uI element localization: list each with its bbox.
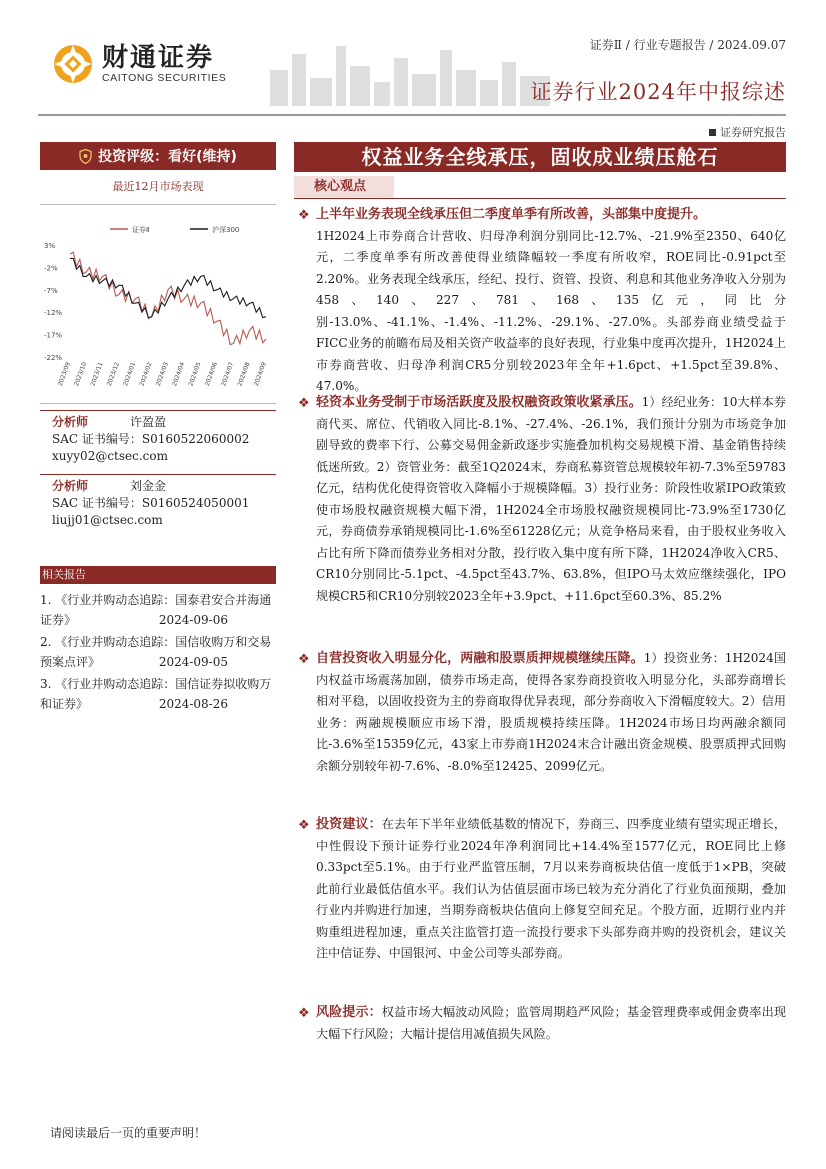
core-view-label: 核心观点 — [294, 176, 394, 198]
analyst-block-1 — [52, 414, 249, 465]
caitong-logo-icon — [52, 43, 94, 85]
y-tick-label: -12% — [44, 309, 63, 318]
key-point-text: 在去年下半年业绩低基数的情况下，券商三、四季度业绩有望实现正增长，中性假设下预计证券行业2024年净利润同比+14.4%至1577亿元，ROE同比上修0.33pct至5.1%。由于行业严监管压制，7月以来券商板块估值一度低于1×PB，突破此前行业最低估值水平。我们认为估值层面市场已较为充分消化了行业负面预期，叠加行业内并购进行加速，当期券商板块估值向上修复空间充足。个股方面，近期行业内并购重组进程加速，重点关注监管打造一流投行要求下头部券商并购的投资机会，建议关注中信证券、中国银河、中金公司等头部券商。 — [316, 817, 786, 960]
x-tick-label: 2023/12 — [105, 361, 121, 388]
analyst-sac: SAC 证书编号：S0160522060002 — [52, 432, 250, 446]
key-point-3 — [294, 648, 786, 777]
y-tick-label: 3% — [44, 242, 56, 250]
investment-rating-badge — [40, 142, 276, 170]
related-report-date: 2024-09-05 — [158, 655, 228, 669]
report-meta: 证券Ⅱ / 行业专题报告 / 2024.09.07 — [589, 38, 786, 52]
x-tick-label: 2023/11 — [89, 361, 105, 388]
key-point-5 — [294, 1002, 786, 1045]
diamond-bullet-icon: ❖ — [298, 1006, 310, 1021]
x-tick-label: 2024/02 — [138, 361, 154, 388]
y-tick-label: -7% — [44, 286, 58, 295]
diamond-bullet-icon: ❖ — [298, 818, 310, 833]
related-report-item[interactable] — [40, 590, 276, 630]
disclaimer-notice: 请阅读最后一页的重要声明！ — [50, 1126, 207, 1140]
square-bullet-icon — [709, 129, 716, 136]
report-type-label — [709, 124, 786, 140]
y-tick-label: -17% — [44, 331, 63, 340]
legend-label: 沪深300 — [212, 226, 240, 234]
market-performance-chart — [40, 204, 276, 404]
related-reports-list — [40, 590, 276, 716]
related-report-date: 2024-09-06 — [158, 613, 228, 627]
shield-icon — [79, 149, 92, 164]
related-report-title[interactable]: 3. 《行业并购动态追踪：国信证券拟收购万和证券》 — [40, 677, 272, 711]
related-report-date: 2024-08-26 — [158, 697, 228, 711]
related-report-title[interactable]: 1. 《行业并购动态追踪：国泰君安合并海通证券》 — [40, 593, 272, 627]
key-point-lead: 投资建议： — [316, 817, 382, 832]
market-performance-caption: 最近12月市场表现 — [112, 180, 204, 193]
key-point-4 — [294, 814, 786, 965]
report-series-title: 证券行业2024年中报综述 — [530, 80, 786, 104]
analyst-divider — [40, 410, 276, 411]
report-headline: 权益业务全线承压，固收成业绩压舱石 — [294, 142, 786, 172]
related-report-item[interactable] — [40, 674, 276, 714]
key-point-lead: 上半年业务表现全线承压但二季度单季有所改善，头部集中度提升。 — [316, 207, 707, 222]
analyst-sac: SAC 证书编号：S0160524050001 — [52, 496, 250, 510]
report-type-text: 证券研究报告 — [720, 126, 786, 139]
diamond-bullet-icon: ❖ — [298, 396, 310, 411]
analyst-email[interactable]: liujj01@ctsec.com — [52, 513, 163, 527]
series-line — [70, 258, 266, 317]
key-point-lead: 自营投资收入明显分化，两融和股票质押规模继续压降。 — [316, 651, 644, 666]
performance-line-chart — [40, 205, 276, 405]
analyst-name: 刘金金 — [130, 479, 167, 493]
company-logo — [52, 40, 242, 88]
key-point-text: 1）投资业务：1H2024国内权益市场震荡加剧，债券市场走高，使得各家券商投资收入明显分化，头部券商增长相对平稳，以固收投资为主的券商取得优异表现，部分券商收入下滑幅度较大。2）信用业务：两融规模顺应市场下滑，股质规模持续压降。1H2024市场日均两融余额同比-3.6%至15359亿元，43家上市券商1H2024末合计融出资金规模、股票质押式回购余额分别较年初-7.6%、-8.0%至12425、2099亿元。 — [316, 651, 786, 773]
analyst-divider — [40, 474, 276, 475]
related-reports-header: 相关报告 — [40, 566, 276, 584]
analyst-role: 分析师 — [52, 479, 89, 493]
key-point-lead: 风险提示： — [316, 1005, 382, 1020]
x-tick-label: 2023/09 — [56, 361, 72, 388]
header-divider — [38, 114, 786, 116]
y-tick-label: -2% — [44, 264, 58, 273]
logo-english-name: CAITONG SECURITIES — [102, 72, 227, 84]
x-tick-label: 2024/05 — [187, 361, 203, 388]
key-point-text: 权益市场大幅波动风险；监管周期趋严风险；基金管理费率或佣金费率出现大幅下行风险；大幅计提信用减值损失风险。 — [316, 1005, 786, 1041]
x-tick-label: 2024/03 — [154, 361, 170, 388]
diamond-bullet-icon: ❖ — [298, 208, 310, 223]
x-tick-label: 2024/08 — [236, 361, 252, 388]
x-tick-label: 2023/10 — [73, 361, 89, 388]
related-report-title[interactable]: 2. 《行业并购动态追踪：国信收购万和交易预案点评》 — [40, 635, 272, 669]
key-point-lead: 轻资本业务受制于市场活跃度及股权融资政策收紧承压。 — [316, 395, 642, 410]
x-tick-label: 2024/07 — [220, 361, 236, 388]
key-point-text: 1H2024上市券商合计营收、归母净利润分别同比-12.7%、-21.9%至2350、640亿元，二季度单季有所改善使得业绩降幅较一季度有所收窄，ROE同比-0.91pct至2.20%。业务表现全线承压，经纪、投行、资管、投资、利息和其他业务净收入分别为458、140、227、781、168、135亿元，同比分别-13.0%、-41.1%、-1.4%、-11.2%、-29.1%、-27.0%。头部券商业绩受益于FICC业务的前瞻布局及相关资产收益率的良好表现，行业集中度再次提升，1H2024上市券商营收、归母净利润CR5分别较2023年全年+1.6pct、+1.5pct至39.8%、47.0%。 — [316, 228, 786, 393]
related-report-item[interactable] — [40, 632, 276, 672]
analyst-block-2 — [52, 478, 249, 529]
diamond-bullet-icon: ❖ — [298, 652, 310, 667]
x-tick-label: 2024/06 — [203, 361, 219, 388]
logo-chinese-name: 财通证券 — [102, 43, 215, 73]
x-tick-label: 2024/01 — [122, 361, 138, 388]
key-point-2 — [294, 392, 786, 607]
analyst-email[interactable]: xuyy02@ctsec.com — [52, 449, 168, 463]
key-point-text: 1）经纪业务：10大样本券商代买、席位、代销收入同比-8.1%、-27.4%、-26.1%，我们预计分别为市场竞争加剧导致的费率下行、公募交易佣金新政逐步实施叠加机构交易规模下滑、基金销售持续低迷所致。2）资管业务：截至1Q2024末，券商私募资管总规模较年初-7.3%至59783亿元，结构优化使得资管收入降幅小于规模降幅。3）投行业务：阶段性收紧IPO政策致使市场股权融资规模大幅下滑，1H2024全市场股权融资规模同比-73.9%至1730亿元，券商债券承销规模同比-1.6%至61228亿元；从竞争格局来看，由于股权业务收入占比有所下降而债券业务相对分散，投行收入集中度有所下降，1H2024净收入CR5、CR10分别同比-5.1pct、-4.5pct至43.7%、63.8%，但IPO马太效应继续强化，IPO规模CR5和CR10分别较2023全年+3.9pct、+11.6pct至60.3%、85.2% — [316, 395, 786, 603]
x-tick-label: 2024/09 — [252, 361, 268, 388]
analyst-role: 分析师 — [52, 415, 89, 429]
y-tick-label: -22% — [44, 354, 63, 362]
key-point-1 — [294, 204, 786, 398]
skyline-decoration-icon — [260, 40, 560, 106]
core-view-divider — [294, 198, 786, 199]
rating-text: 投资评级：看好(维持) — [98, 149, 237, 165]
analyst-name: 许盈盈 — [130, 415, 167, 429]
legend-label: 证券Ⅱ — [132, 226, 150, 234]
x-tick-label: 2024/04 — [171, 361, 187, 388]
